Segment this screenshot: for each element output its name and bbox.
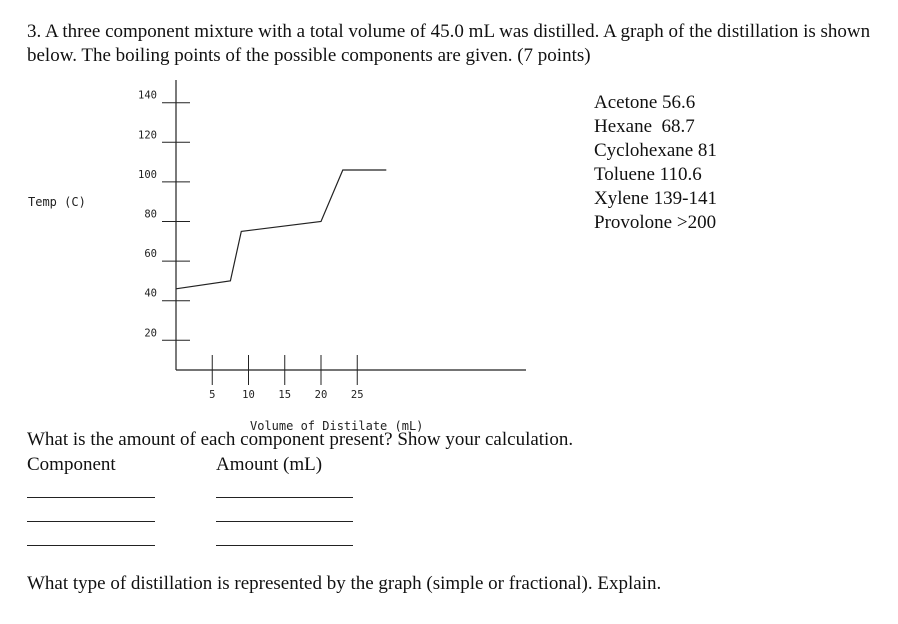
- bp-item-cyclohexane: Cyclohexane 81: [594, 140, 717, 161]
- y-tick-label: 140: [138, 89, 157, 102]
- x-tick-label: 25: [350, 389, 364, 401]
- y-tick-label: 60: [144, 248, 157, 261]
- amount-blank-1[interactable]: [216, 497, 353, 498]
- x-axis-label: Volume of Distilate (mL): [250, 419, 424, 433]
- component-header: Component: [27, 454, 116, 475]
- amount-question: What is the amount of each component present? Show your calculation.: [27, 429, 574, 450]
- bp-item-provolone: Provolone >200: [594, 212, 717, 233]
- amount-blank-2[interactable]: [216, 521, 353, 522]
- y-tick-label: 80: [144, 208, 157, 221]
- x-tick-label: 15: [278, 389, 292, 401]
- amount-blank-3[interactable]: [216, 545, 353, 546]
- y-tick-label: 100: [138, 168, 157, 181]
- y-tick-label: 120: [138, 129, 157, 142]
- question-title: 3. A three component mixture with a total volume of 45.0 mL was distilled. A graph of the distillation is shown below. The boiling points of the possible components are given. (7 points): [27, 21, 871, 66]
- bp-item-xylene: Xylene 139-141: [594, 188, 717, 209]
- y-tick-label: 40: [144, 287, 157, 300]
- component-blank-1[interactable]: [27, 497, 155, 498]
- bp-item-acetone: Acetone 56.6: [594, 92, 696, 113]
- component-blank-2[interactable]: [27, 521, 155, 522]
- amount-header: Amount (mL): [216, 454, 323, 475]
- y-axis-label: Temp (C): [28, 195, 86, 209]
- component-blank-3[interactable]: [27, 545, 155, 546]
- y-tick-label: 20: [144, 327, 157, 340]
- bp-item-toluene: Toluene 110.6: [594, 164, 702, 185]
- distillation-type-question: What type of distillation is represented by the graph (simple or fractional). Explain.: [27, 573, 662, 594]
- x-tick-label: 10: [242, 389, 255, 401]
- distillation-curve: [176, 170, 386, 289]
- x-tick-label: 20: [314, 389, 328, 401]
- bp-item-hexane: Hexane 68.7: [594, 116, 695, 137]
- boiling-point-list: [594, 91, 717, 235]
- x-tick-label: 5: [209, 389, 216, 401]
